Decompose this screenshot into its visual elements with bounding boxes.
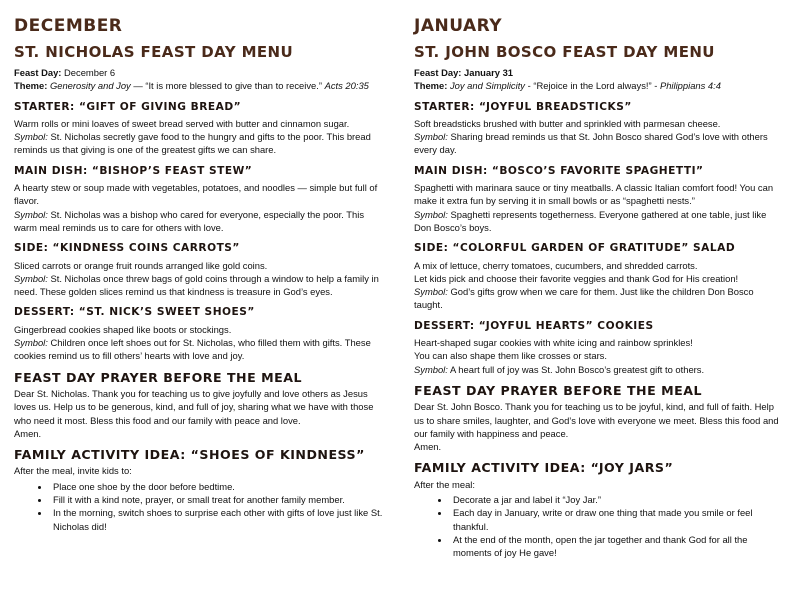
list-item: • Fill it with a kind note, prayer, or small treat for another family member. (50, 493, 384, 506)
main-dish-heading: MAIN DISH: “BOSCO’S FAVORITE SPAGHETTI” (414, 164, 704, 177)
feast-day-value: December 6 (64, 67, 116, 78)
month-heading: JANUARY (414, 16, 503, 36)
theme-name: Joy and Simplicity (449, 80, 525, 92)
activity-intro: After the meal: (414, 478, 475, 490)
starter-heading: STARTER: “GIFT OF GIVING BREAD” (14, 100, 242, 113)
symbol-text: St. Nicholas secretly gave food to the hungry and gifts to the poor. This bread reminds us that giving is one of the greatest gifts we can share. (14, 131, 371, 156)
list-item: • Decorate a jar and label it “Joy Jar.” (450, 493, 782, 506)
symbol-label: Symbol: (414, 208, 448, 220)
dessert-heading: DESSERT: “JOYFUL HEARTS” COOKIES (414, 319, 654, 332)
main-dish-heading: MAIN DISH: “BISHOP’S FEAST STEW” (14, 164, 253, 177)
list-item: • Each day in January, write or draw one thing that made you smile or feel thankful. (450, 506, 782, 533)
dessert-description: Heart-shaped sugar cookies with white icing and rainbow sprinkles! (414, 337, 693, 349)
starter-symbol (14, 130, 384, 157)
main-dish-symbol (14, 208, 384, 235)
symbol-text: Children once left shoes out for St. Nicholas, who filled them with gifts. These cookies remind us to fill others’ hearts with love and joy. (14, 337, 371, 362)
symbol-text: St. Nicholas was a bishop who cared for everyone, especially the poor. This warm meal reminds us to care for others with love. (14, 208, 365, 233)
activity-list (414, 493, 782, 559)
theme-reference: Acts 20:35 (324, 80, 369, 92)
main-dish-description: Spaghetti with marinara sauce or tiny meatballs. A classic Italian comfort food! You can make it extra fun by serving it in small bowls or as “spaghetti nests.” (414, 182, 774, 207)
dessert-symbol (414, 363, 782, 376)
symbol-label: Symbol: (414, 286, 448, 298)
prayer-amen: Amen. (14, 427, 42, 439)
theme-dash: — (130, 80, 146, 92)
symbol-label: Symbol: (14, 131, 48, 143)
starter-symbol (414, 130, 782, 157)
prayer-amen: Amen. (414, 441, 442, 453)
side-heading: SIDE: “KINDNESS COINS CARROTS” (14, 242, 240, 255)
theme-quote: “Rejoice in the Lord always!” (533, 80, 652, 92)
starter-description: Soft breadsticks brushed with butter and sprinkled with parmesan cheese. (414, 117, 721, 129)
symbol-label: Symbol: (14, 208, 48, 220)
side-symbol (14, 272, 384, 299)
theme-label: Theme: (414, 80, 448, 92)
starter-heading: STARTER: “JOYFUL BREADSTICKS” (414, 100, 632, 113)
starter-description: Warm rolls or mini loaves of sweet bread served with butter and cinnamon sugar. (14, 117, 350, 129)
menu-body (414, 66, 782, 560)
prayer-text: Dear St. John Bosco. Thank you for teaching us to be joyful, kind, and full of faith. Help us to share smiles, laughter, and God’s love with everyone we meet. Bless this food and our family with happiness and peace. (414, 401, 779, 439)
main-dish-description: A hearty stew or soup made with vegetables, potatoes, and noodles — simple but full of flavor. (14, 182, 378, 207)
feast-day-line (14, 66, 384, 79)
prayer-text: Dear St. Nicholas. Thank you for teaching us to give joyfully and love others as Jesus loves us. Help us to be generous, kind, and full of joy, sharing what we have with those who need it most. Bless this food and our family with peace and love. (14, 387, 374, 426)
dessert-description: Gingerbread cookies shaped like boots or stockings. (14, 323, 232, 335)
theme-line: Theme: Joy and Simplicity - “Rejoice in the Lord always!” - Philippians 4:4 (414, 80, 721, 92)
dessert-symbol (14, 336, 384, 363)
side-symbol (414, 285, 782, 312)
symbol-label: Symbol: (14, 337, 48, 349)
feast-day-value: January 31 (464, 67, 514, 78)
activity-heading: FAMILY ACTIVITY IDEA: “SHOES OF KINDNESS” (14, 447, 365, 463)
theme-label: Theme: (14, 80, 48, 92)
dessert-heading: DESSERT: “ST. NICK’S SWEET SHOES” (14, 306, 255, 319)
symbol-label: Symbol: (414, 131, 448, 143)
menu-title: ST. JOHN BOSCO FEAST DAY MENU (414, 43, 715, 61)
side-description: A mix of lettuce, cherry tomatoes, cucumbers, and shredded carrots. (414, 259, 698, 271)
feast-day-label: Feast Day: (14, 67, 62, 78)
theme-reference: Philippians 4:4 (659, 80, 721, 92)
activity-heading: FAMILY ACTIVITY IDEA: “JOY JARS” (414, 460, 674, 476)
menu-title: ST. NICHOLAS FEAST DAY MENU (14, 43, 294, 61)
theme-dash: - (524, 80, 534, 92)
symbol-text: St. Nicholas once threw bags of gold coins through a window to help a family in need. These golden slices remind us that kindness is treasure in God’s eyes. (14, 272, 379, 298)
theme-name: Generosity and Joy (49, 80, 131, 92)
symbol-label: Symbol: (14, 272, 48, 284)
symbol-text: A heart full of joy was St. John Bosco’s greatest gift to others. (449, 363, 705, 375)
theme-line (14, 79, 384, 92)
feast-day-line (414, 66, 782, 79)
symbol-label: Symbol: (414, 363, 448, 375)
symbol-text: God’s gifts grow when we care for them. Just like the children Don Bosco taught. (414, 286, 754, 311)
side-description-2: Let kids pick and choose their favorite veggies and thank God for His creation! (414, 272, 739, 284)
prayer-heading: FEAST DAY PRAYER BEFORE THE MEAL (14, 369, 302, 385)
activity-list (14, 480, 384, 533)
menu-body (14, 66, 384, 533)
side-heading: SIDE: “COLORFUL GARDEN OF GRATITUDE” SALAD (414, 242, 736, 255)
month-heading: DECEMBER (14, 16, 123, 36)
activity-intro: After the meal, invite kids to: (14, 465, 132, 477)
symbol-text: Sharing bread reminds us that St. John Bosco shared God’s love with others every day. (414, 131, 768, 156)
list-item: • In the morning, switch shoes to surprise each other with gifts of love just like St. Nicholas did! (50, 506, 384, 533)
feast-day-label: Feast Day: (414, 67, 462, 78)
symbol-text: Spaghetti represents togetherness. Everyone gathered at one table, just like Don Bosco’s boys. (414, 208, 767, 233)
side-description: Sliced carrots or orange fruit rounds arranged like gold coins. (14, 259, 268, 271)
list-item: • At the end of the month, open the jar together and thank God for all the moments of joy He gave! (450, 533, 782, 560)
theme-quote: “It is more blessed to give than to receive.” (145, 80, 322, 92)
prayer-heading: FEAST DAY PRAYER BEFORE THE MEAL (414, 382, 702, 398)
dessert-description-2: You can also shape them like crosses or stars. (414, 350, 607, 362)
main-dish-symbol (414, 208, 782, 235)
list-item: • Place one shoe by the door before bedtime. (50, 480, 384, 493)
